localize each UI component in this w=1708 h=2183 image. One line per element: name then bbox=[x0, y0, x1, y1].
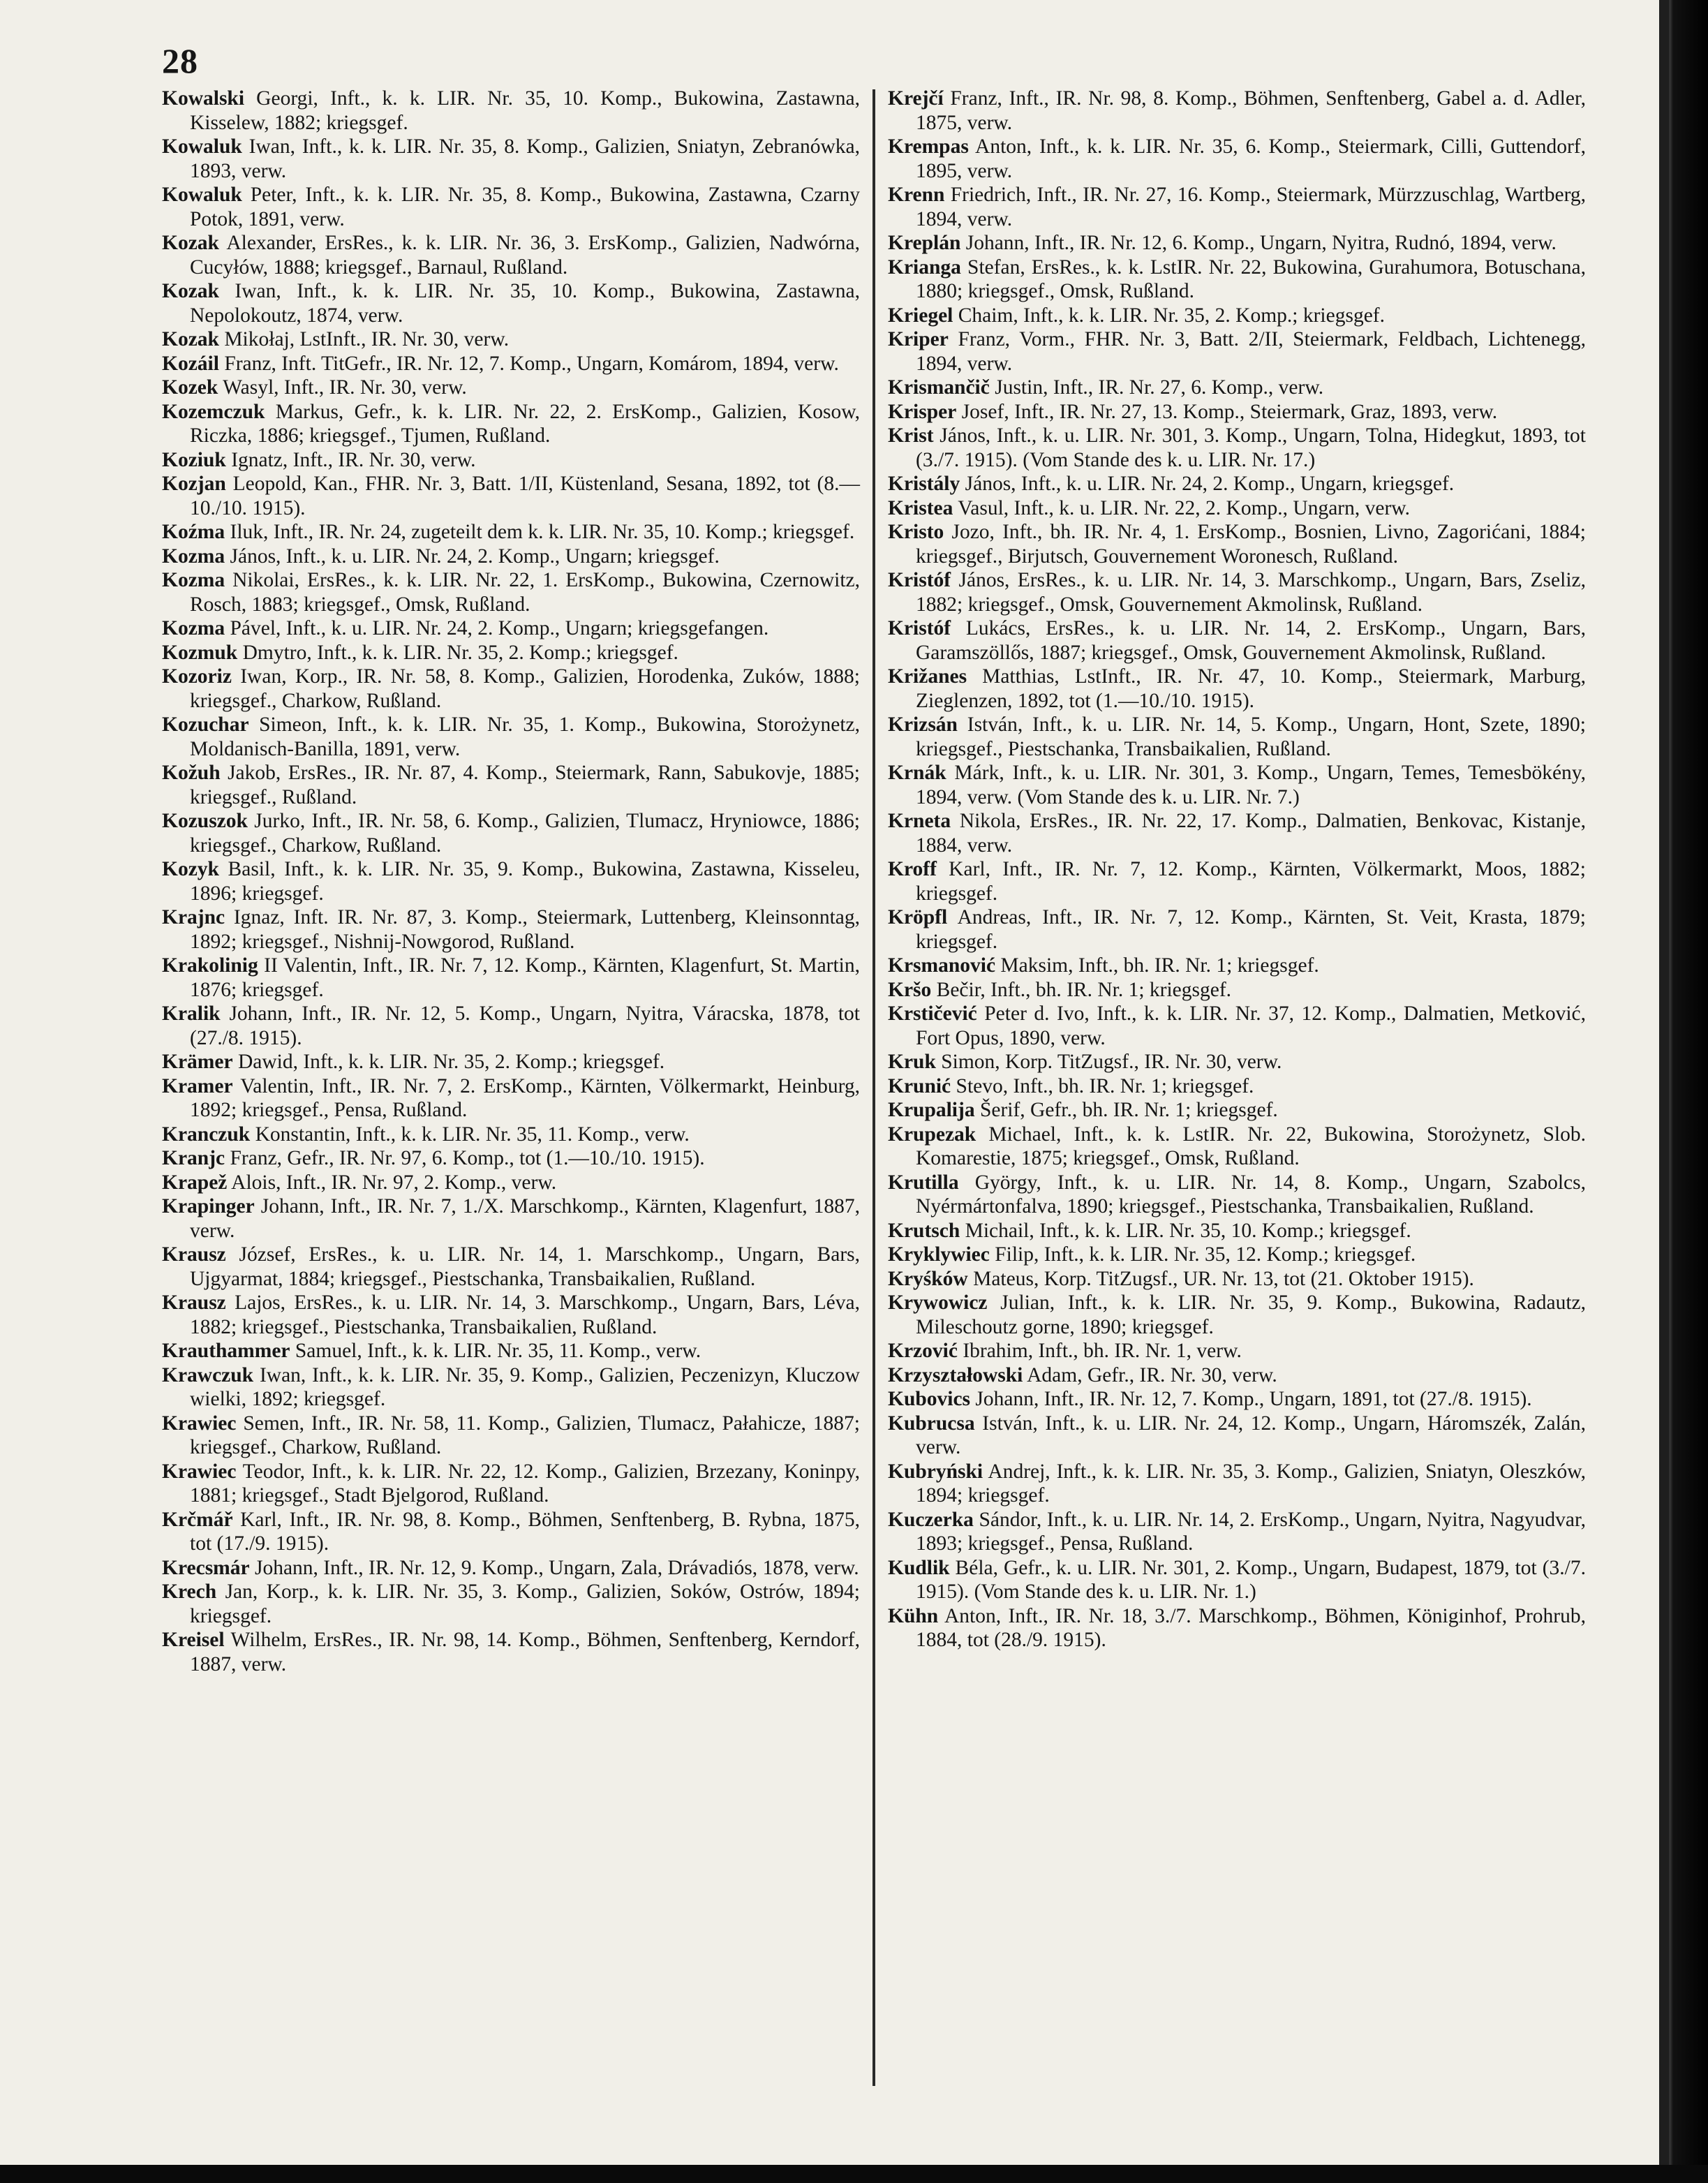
roster-entry bbox=[888, 1604, 1586, 1652]
entry-details: Bečir, Inft., bh. IR. Nr. 1; kriegsgef. bbox=[931, 978, 1232, 1001]
roster-entry bbox=[162, 1123, 860, 1147]
entry-details: Karl, Inft., IR. Nr. 98, 8. Komp., Böhmen, Senftenberg, B. Rybna, 1875, tot (17./9. 1915). bbox=[190, 1508, 860, 1555]
entry-surname: Krzović bbox=[888, 1340, 958, 1362]
entry-surname: Krzyształowski bbox=[888, 1363, 1023, 1386]
roster-entry bbox=[888, 1243, 1586, 1267]
roster-entry bbox=[888, 616, 1586, 665]
left-column bbox=[162, 87, 860, 1676]
roster-entry bbox=[888, 1508, 1586, 1556]
entry-details: Márk, Inft., k. u. LIR. Nr. 301, 3. Komp., Ungarn, Temes, Temesbökény, 1894, verw. (Vom Stande des k. u. LIR. Nr. 7.) bbox=[916, 762, 1586, 808]
entry-details: Lajos, ErsRes., k. u. LIR. Nr. 14, 3. Marschkomp., Ungarn, Bars, Léva, 1882; kriegsgef., Piestschanka, Transbaikalien, Rußland. bbox=[190, 1292, 860, 1338]
roster-entry bbox=[162, 1508, 860, 1556]
entry-surname: Kozuszok bbox=[162, 810, 248, 832]
roster-entry bbox=[162, 448, 860, 473]
entry-surname: Krausz bbox=[162, 1292, 226, 1314]
entry-surname: Kramer bbox=[162, 1074, 233, 1097]
entry-surname: Kowaluk bbox=[162, 184, 242, 206]
entry-surname: Krauthammer bbox=[162, 1340, 290, 1362]
entry-surname: Kowalski bbox=[162, 87, 245, 110]
roster-entry bbox=[162, 279, 860, 327]
entry-details: Georgi, Inft., k. k. LIR. Nr. 35, 10. Komp., Bukowina, Zastawna, Kisselew, 1882; kriegsgef. bbox=[190, 87, 860, 134]
entry-surname: Krakolinig bbox=[162, 954, 258, 977]
entry-details: Leopold, Kan., FHR. Nr. 3, Batt. 1/II, Küstenland, Sesana, 1892, tot (8.—10./10. 1915). bbox=[190, 473, 860, 519]
roster-entry bbox=[888, 424, 1586, 472]
roster-entry bbox=[888, 954, 1586, 978]
entry-surname: Kriegel bbox=[888, 304, 953, 327]
entry-details: János, Inft., k. u. LIR. Nr. 24, 2. Komp., Ungarn; kriegsgef. bbox=[225, 545, 720, 568]
entry-surname: Kubovics bbox=[888, 1388, 971, 1410]
entry-details: Anton, Inft., IR. Nr. 18, 3./7. Marschkomp., Böhmen, Königinhof, Prohrub, 1884, tot (28./9. 1915). bbox=[916, 1604, 1586, 1651]
entry-details: Jan, Korp., k. k. LIR. Nr. 35, 3. Komp., Galizien, Soków, Ostrów, 1894; kriegsgef. bbox=[190, 1581, 860, 1627]
roster-entry bbox=[888, 1123, 1586, 1171]
entry-details: János, Inft., k. u. LIR. Nr. 24, 2. Komp., Ungarn, kriegsgef. bbox=[960, 473, 1455, 495]
column-divider bbox=[872, 89, 875, 2086]
entry-details: Teodor, Inft., k. k. LIR. Nr. 22, 12. Komp., Galizien, Brzezany, Koninpy, 1881; kriegsgef., Stadt Bjelgorod, Rußland. bbox=[190, 1460, 860, 1507]
entry-surname: Kudlik bbox=[888, 1556, 950, 1579]
roster-entry bbox=[162, 1243, 860, 1291]
roster-entry bbox=[888, 496, 1586, 521]
roster-entry bbox=[888, 1363, 1586, 1388]
entry-details: Stefan, ErsRes., k. k. LstIR. Nr. 22, Bukowina, Gurahumora, Botuschana, 1880; kriegsgef., Omsk, Rußland. bbox=[916, 256, 1586, 302]
entry-surname: Kröpfl bbox=[888, 906, 948, 928]
roster-entry bbox=[888, 713, 1586, 761]
entry-surname: Kubryński bbox=[888, 1460, 983, 1483]
entry-surname: Kozma bbox=[162, 545, 225, 568]
roster-entry bbox=[162, 1628, 860, 1676]
roster-entry bbox=[888, 857, 1586, 905]
roster-entry bbox=[162, 352, 860, 376]
entry-details: Andrej, Inft., k. k. LIR. Nr. 35, 3. Komp., Galizien, Sniatyn, Oleszków, 1894; kriegsgef. bbox=[916, 1460, 1586, 1507]
entry-surname: Krech bbox=[162, 1581, 217, 1603]
roster-entry bbox=[162, 1363, 860, 1412]
scan-border-bottom bbox=[0, 2165, 1708, 2183]
roster-entry bbox=[162, 809, 860, 857]
entry-details: Šerif, Gefr., bh. IR. Nr. 1; kriegsgef. bbox=[974, 1099, 1278, 1121]
entry-details: Iwan, Inft., k. k. LIR. Nr. 35, 8. Komp., Galizien, Sniatyn, Zebranówka, 1893, verw. bbox=[190, 135, 860, 182]
entry-surname: Kristóf bbox=[888, 617, 951, 639]
entry-surname: Krämer bbox=[162, 1051, 233, 1073]
entry-surname: Krneta bbox=[888, 810, 951, 832]
entry-details: Michael, Inft., k. k. LstIR. Nr. 22, Bukowina, Storożynetz, Slob. Komarestie, 1875; kriegsgef., Omsk, Rußland. bbox=[916, 1123, 1586, 1169]
roster-entry bbox=[888, 400, 1586, 424]
entry-surname: Krisper bbox=[888, 400, 957, 423]
entry-details: Jakob, ErsRes., IR. Nr. 87, 4. Komp., Steiermark, Rann, Sabukovje, 1885; kriegsgef., Rußland. bbox=[190, 762, 860, 808]
roster-entry bbox=[888, 520, 1586, 568]
entry-surname: Kozuchar bbox=[162, 713, 249, 736]
roster-entry bbox=[888, 256, 1586, 304]
entry-surname: Krunić bbox=[888, 1074, 951, 1097]
entry-details: Ignaz, Inft. IR. Nr. 87, 3. Komp., Steiermark, Luttenberg, Kleinsonntag, 1892; kriegsgef., Nishnij-Nowgorod, Rußland. bbox=[190, 906, 860, 953]
entry-surname: Krenn bbox=[888, 184, 945, 206]
entry-details: Stevo, Inft., bh. IR. Nr. 1; kriegsgef. bbox=[951, 1074, 1254, 1097]
roster-entry bbox=[888, 1291, 1586, 1339]
entry-details: Alois, Inft., IR. Nr. 97, 2. Komp., verw. bbox=[227, 1171, 557, 1194]
roster-entry bbox=[888, 1219, 1586, 1243]
roster-entry bbox=[162, 665, 860, 713]
entry-details: Justin, Inft., IR. Nr. 27, 6. Komp., verw. bbox=[989, 376, 1324, 399]
entry-surname: Krapinger bbox=[162, 1195, 255, 1218]
entry-details: Mateus, Korp. TitZugsf., UR. Nr. 13, tot (21. Oktober 1915). bbox=[967, 1267, 1474, 1290]
entry-surname: Krajnc bbox=[162, 906, 225, 928]
roster-entry bbox=[888, 87, 1586, 135]
entry-surname: Kreisel bbox=[162, 1629, 225, 1651]
entry-surname: Kühn bbox=[888, 1604, 939, 1627]
entry-surname: Kozak bbox=[162, 280, 219, 302]
roster-entry bbox=[162, 954, 860, 1002]
roster-entry bbox=[162, 761, 860, 809]
entry-surname: Krejčí bbox=[888, 87, 944, 110]
entry-surname: Kroff bbox=[888, 858, 937, 880]
roster-entry bbox=[888, 1098, 1586, 1123]
entry-details: Jurko, Inft., IR. Nr. 58, 6. Komp., Galizien, Tlumacz, Hryniowce, 1886; kriegsgef., Charkow, Rußland. bbox=[190, 810, 860, 857]
roster-entry bbox=[888, 231, 1586, 256]
entry-details: Filip, Inft., k. k. LIR. Nr. 35, 12. Komp.; kriegsgef. bbox=[989, 1243, 1416, 1266]
roster-entry bbox=[162, 1339, 860, 1363]
roster-entry bbox=[888, 1412, 1586, 1460]
entry-surname: Krywowicz bbox=[888, 1292, 988, 1314]
entry-details: Julian, Inft., k. k. LIR. Nr. 35, 9. Komp., Bukowina, Radautz, Mileschoutz gorne, 1890; kriegsgef. bbox=[916, 1292, 1586, 1338]
entry-details: Markus, Gefr., k. k. LIR. Nr. 22, 2. ErsKomp., Galizien, Kosow, Riczka, 1886; kriegsgef., Tjumen, Rußland. bbox=[190, 400, 860, 447]
entry-details: Chaim, Inft., k. k. LIR. Nr. 35, 2. Komp.; kriegsgef. bbox=[953, 304, 1385, 327]
roster-entry bbox=[888, 1074, 1586, 1099]
entry-surname: Kralik bbox=[162, 1002, 221, 1025]
entry-surname: Kozmuk bbox=[162, 641, 238, 664]
entry-details: Matthias, LstInft., IR. Nr. 47, 10. Komp., Steiermark, Marburg, Zieglenzen, 1892, tot (1.—10./10. 1915). bbox=[916, 665, 1586, 712]
entry-surname: Kristóf bbox=[888, 569, 951, 591]
entry-surname: Krismančič bbox=[888, 376, 990, 399]
entry-details: Iwan, Korp., IR. Nr. 58, 8. Komp., Galizien, Horodenka, Zuków, 1888; kriegsgef., Charkow, Rußland. bbox=[190, 665, 860, 712]
entry-details: Peter, Inft., k. k. LIR. Nr. 35, 8. Komp., Bukowina, Zastawna, Czarny Potok, 1891, verw. bbox=[190, 184, 860, 230]
entry-surname: Krempas bbox=[888, 135, 969, 158]
entry-details: János, ErsRes., k. u. LIR. Nr. 14, 3. Marschkomp., Ungarn, Bars, Zseliz, 1882; kriegsgef., Omsk, Gouvernement Akmolinsk, Rußland. bbox=[916, 569, 1586, 616]
roster-entry bbox=[162, 376, 860, 400]
roster-entry bbox=[162, 1146, 860, 1171]
entry-surname: Kozyk bbox=[162, 858, 219, 880]
entry-details: Iwan, Inft., k. k. LIR. Nr. 35, 10. Komp., Bukowina, Zastawna, Nepolokoutz, 1874, verw. bbox=[190, 280, 860, 327]
entry-details: Andreas, Inft., IR. Nr. 7, 12. Komp., Kärnten, St. Veit, Krasta, 1879; kriegsgef. bbox=[916, 906, 1586, 953]
roster-entry bbox=[162, 545, 860, 569]
entry-details: Karl, Inft., IR. Nr. 7, 12. Komp., Kärnten, Völkermarkt, Moos, 1882; kriegsgef. bbox=[916, 858, 1586, 905]
entry-details: Ibrahim, Inft., bh. IR. Nr. 1, verw. bbox=[957, 1340, 1242, 1362]
roster-entry bbox=[162, 568, 860, 616]
entry-surname: Kozma bbox=[162, 617, 225, 639]
roster-entry bbox=[162, 1050, 860, 1074]
roster-entry bbox=[888, 472, 1586, 496]
entry-surname: Krutsch bbox=[888, 1219, 960, 1242]
roster-entry bbox=[888, 568, 1586, 616]
entry-surname: Krausz bbox=[162, 1243, 226, 1266]
entry-details: Friedrich, Inft., IR. Nr. 27, 16. Komp., Steiermark, Mürzzuschlag, Wartberg, 1894, verw. bbox=[916, 184, 1586, 230]
entry-surname: Kozjan bbox=[162, 473, 226, 495]
entry-details: Basil, Inft., k. k. LIR. Nr. 35, 9. Komp., Bukowina, Zastawna, Kisseleu, 1896; kriegsgef. bbox=[190, 858, 860, 905]
roster-entry bbox=[162, 1460, 860, 1508]
entry-surname: Kozak bbox=[162, 232, 219, 254]
roster-entry bbox=[162, 1074, 860, 1123]
entry-details: Johann, Inft., IR. Nr. 12, 5. Komp., Ungarn, Nyitra, Váracska, 1878, tot (27./8. 1915). bbox=[190, 1002, 860, 1049]
roster-entry bbox=[162, 857, 860, 905]
entry-surname: Krecsmár bbox=[162, 1556, 250, 1579]
scan-border-right bbox=[1659, 0, 1708, 2183]
entry-details: Franz, Inft., IR. Nr. 98, 8. Komp., Böhmen, Senftenberg, Gabel a. d. Adler, 1875, verw. bbox=[916, 87, 1586, 134]
entry-surname: Kristály bbox=[888, 473, 960, 495]
entry-surname: Kršo bbox=[888, 978, 932, 1001]
entry-surname: Kranczuk bbox=[162, 1123, 251, 1146]
entry-details: József, ErsRes., k. u. LIR. Nr. 14, 1. Marschkomp., Ungarn, Bars, Ujgyarmat, 1884; kriegsgef., Piestschanka, Transbaikalien, Rußland. bbox=[190, 1243, 860, 1290]
entry-details: Nikola, ErsRes., IR. Nr. 22, 17. Komp., Dalmatien, Benkovac, Kistanje, 1884, verw. bbox=[916, 810, 1586, 857]
entry-surname: Kuczerka bbox=[888, 1508, 974, 1531]
roster-entry bbox=[888, 1387, 1586, 1412]
roster-entry bbox=[888, 135, 1586, 183]
entry-details: Iwan, Inft., k. k. LIR. Nr. 35, 9. Komp., Galizien, Peczenizyn, Kluczow wielki, 1892; kriegsgef. bbox=[190, 1363, 860, 1410]
entry-details: Johann, Inft., IR. Nr. 7, 1./X. Marschkomp., Kärnten, Klagenfurt, 1887, verw. bbox=[190, 1195, 860, 1242]
entry-surname: Kryklywiec bbox=[888, 1243, 990, 1266]
entry-surname: Križanes bbox=[888, 665, 967, 688]
entry-details: Michail, Inft., k. k. LIR. Nr. 35, 10. Komp.; kriegsgef. bbox=[960, 1219, 1411, 1242]
entry-surname: Krstičević bbox=[888, 1002, 977, 1025]
roster-entry bbox=[162, 1412, 860, 1460]
entry-details: Johann, Inft., IR. Nr. 12, 9. Komp., Ungarn, Zala, Drávadiós, 1878, verw. bbox=[249, 1556, 859, 1579]
entry-surname: Kozma bbox=[162, 569, 225, 591]
entry-details: Vasul, Inft., k. u. LIR. Nr. 22, 2. Komp., Ungarn, verw. bbox=[953, 496, 1411, 519]
entry-details: Maksim, Inft., bh. IR. Nr. 1; kriegsgef. bbox=[995, 954, 1319, 977]
entry-details: Peter d. Ivo, Inft., k. k. LIR. Nr. 37, 12. Komp., Dalmatien, Metković, Fort Opus, 1890, verw. bbox=[916, 1002, 1586, 1049]
entry-details: Johann, Inft., IR. Nr. 12, 6. Komp., Ungarn, Nyitra, Rudnó, 1894, verw. bbox=[960, 232, 1557, 254]
entry-surname: Krsmanović bbox=[888, 954, 996, 977]
entry-details: Semen, Inft., IR. Nr. 58, 11. Komp., Galizien, Tlumacz, Pałahicze, 1887; kriegsgef., Charkow, Rußland. bbox=[190, 1412, 860, 1458]
entry-details: II Valentin, Inft., IR. Nr. 7, 12. Komp., Kärnten, Klagenfurt, St. Martin, 1876; kriegsgef. bbox=[190, 954, 860, 1001]
entry-surname: Krist bbox=[888, 424, 934, 447]
roster-entry bbox=[162, 183, 860, 231]
entry-surname: Krianga bbox=[888, 256, 961, 279]
entry-surname: Kristo bbox=[888, 521, 944, 543]
roster-entry bbox=[888, 1171, 1586, 1219]
entry-surname: Koźma bbox=[162, 521, 225, 543]
roster-entry bbox=[888, 905, 1586, 954]
roster-entry bbox=[162, 472, 860, 520]
entry-surname: Krupezak bbox=[888, 1123, 976, 1146]
entry-details: Franz, Inft. TitGefr., IR. Nr. 12, 7. Komp., Ungarn, Komárom, 1894, verw. bbox=[218, 352, 839, 375]
entry-details: György, Inft., k. u. LIR. Nr. 14, 8. Komp., Ungarn, Szabolcs, Nyérmártonfalva, 1890; kriegsgef., Piestschanka, Transbaikalien, Rußland. bbox=[916, 1171, 1586, 1218]
roster-entry bbox=[888, 1556, 1586, 1604]
entry-details: Alexander, ErsRes., k. k. LIR. Nr. 36, 3. ErsKomp., Galizien, Nadwórna, Cucyłów, 1888; kriegsgef., Barnaul, Rußland. bbox=[190, 232, 860, 279]
entry-details: Jozo, Inft., bh. IR. Nr. 4, 1. ErsKomp., Bosnien, Livno, Zagorićani, 1884; kriegsgef., Birjutsch, Gouvernement Woronesch, Rußland. bbox=[916, 521, 1586, 568]
entry-details: Josef, Inft., IR. Nr. 27, 13. Komp., Steiermark, Graz, 1893, verw. bbox=[956, 400, 1498, 423]
entry-details: Franz, Vorm., FHR. Nr. 3, Batt. 2/II, Steiermark, Feldbach, Lichtenegg, 1894, verw. bbox=[916, 328, 1586, 375]
roster-entry bbox=[162, 1556, 860, 1581]
page-number: 28 bbox=[162, 41, 198, 80]
right-column bbox=[888, 87, 1586, 1652]
entry-details: Iluk, Inft., IR. Nr. 24, zugeteilt dem k. k. LIR. Nr. 35, 10. Komp.; kriegsgef. bbox=[225, 521, 855, 543]
roster-entry bbox=[162, 905, 860, 954]
entry-details: Johann, Inft., IR. Nr. 12, 7. Komp., Ungarn, 1891, tot (27./8. 1915). bbox=[970, 1388, 1532, 1410]
entry-details: Wasyl, Inft., IR. Nr. 30, verw. bbox=[218, 376, 467, 399]
roster-entry bbox=[162, 616, 860, 641]
entry-details: Franz, Gefr., IR. Nr. 97, 6. Komp., tot (1.—10./10. 1915). bbox=[225, 1147, 705, 1169]
entry-details: Dawid, Inft., k. k. LIR. Nr. 35, 2. Komp.; kriegsgef. bbox=[232, 1051, 665, 1073]
entry-surname: Kryśków bbox=[888, 1267, 968, 1290]
entry-surname: Krapež bbox=[162, 1171, 228, 1194]
roster-entry bbox=[162, 87, 860, 135]
entry-details: Dmytro, Inft., k. k. LIR. Nr. 35, 2. Komp.; kriegsgef. bbox=[237, 641, 678, 664]
entry-details: Lukács, ErsRes., k. u. LIR. Nr. 14, 2. ErsKomp., Ungarn, Bars, Garamszöllős, 1887; kriegsgef., Omsk, Gouvernement Akmolinsk, Rußland. bbox=[916, 617, 1586, 664]
entry-surname: Krutilla bbox=[888, 1171, 959, 1194]
entry-details: Samuel, Inft., k. k. LIR. Nr. 35, 11. Komp., verw. bbox=[290, 1340, 701, 1362]
roster-entry bbox=[162, 1580, 860, 1628]
entry-surname: Kozáil bbox=[162, 352, 219, 375]
entry-surname: Kožuh bbox=[162, 762, 221, 784]
entry-details: Anton, Inft., k. k. LIR. Nr. 35, 6. Komp., Steiermark, Cilli, Guttendorf, 1895, verw. bbox=[916, 135, 1586, 182]
roster-entry bbox=[888, 376, 1586, 400]
roster-entry bbox=[162, 1171, 860, 1195]
entry-details: Valentin, Inft., IR. Nr. 7, 2. ErsKomp., Kärnten, Völkermarkt, Heinburg, 1892; kriegsgef., Pensa, Rußland. bbox=[190, 1074, 860, 1121]
entry-details: János, Inft., k. u. LIR. Nr. 301, 3. Komp., Ungarn, Tolna, Hidegkut, 1893, tot (3./7. 1915). (Vom Stande des k. u. LIR. Nr. 17.) bbox=[916, 424, 1586, 471]
entry-surname: Kruk bbox=[888, 1051, 936, 1073]
roster-entry bbox=[162, 1291, 860, 1339]
entry-details: Adam, Gefr., IR. Nr. 30, verw. bbox=[1023, 1363, 1277, 1386]
entry-details: Wilhelm, ErsRes., IR. Nr. 98, 14. Komp., Böhmen, Senftenberg, Kerndorf, 1887, verw. bbox=[190, 1629, 860, 1675]
entry-details: Nikolai, ErsRes., k. k. LIR. Nr. 22, 1. ErsKomp., Bukowina, Czernowitz, Rosch, 1883; kriegsgef., Omsk, Rußland. bbox=[190, 569, 860, 616]
entry-surname: Krawiec bbox=[162, 1460, 237, 1483]
roster-entry bbox=[888, 1339, 1586, 1363]
roster-entry bbox=[888, 327, 1586, 376]
entry-surname: Krnák bbox=[888, 762, 946, 784]
entry-details: Konstantin, Inft., k. k. LIR. Nr. 35, 11. Komp., verw. bbox=[250, 1123, 690, 1146]
roster-entry bbox=[888, 761, 1586, 809]
entry-surname: Kozoriz bbox=[162, 665, 232, 688]
entry-surname: Koziuk bbox=[162, 448, 226, 471]
entry-surname: Kozak bbox=[162, 328, 219, 350]
entry-surname: Kristea bbox=[888, 496, 953, 519]
entry-surname: Kozek bbox=[162, 376, 218, 399]
roster-entry bbox=[162, 135, 860, 183]
entry-details: Pável, Inft., k. u. LIR. Nr. 24, 2. Komp., Ungarn; kriegsgefangen. bbox=[225, 617, 769, 639]
entry-surname: Kriper bbox=[888, 328, 949, 350]
roster-entry bbox=[888, 304, 1586, 328]
roster-entry bbox=[888, 1460, 1586, 1508]
roster-entry bbox=[888, 1050, 1586, 1074]
roster-entry bbox=[888, 978, 1586, 1002]
roster-entry bbox=[888, 809, 1586, 857]
entry-details: Mikołaj, LstInft., IR. Nr. 30, verw. bbox=[218, 328, 510, 350]
roster-entry bbox=[162, 641, 860, 665]
entry-surname: Krupalija bbox=[888, 1099, 975, 1121]
entry-surname: Kranjc bbox=[162, 1147, 225, 1169]
roster-entry bbox=[162, 231, 860, 279]
roster-entry bbox=[888, 183, 1586, 231]
entry-surname: Kubrucsa bbox=[888, 1412, 975, 1435]
entry-details: Simeon, Inft., k. k. LIR. Nr. 35, 1. Komp., Bukowina, Storożynetz, Moldanisch-Banilla, 1891, verw. bbox=[190, 713, 860, 760]
roster-entry bbox=[888, 1267, 1586, 1292]
roster-entry bbox=[162, 1194, 860, 1243]
entry-details: Ignatz, Inft., IR. Nr. 30, verw. bbox=[225, 448, 476, 471]
roster-entry bbox=[162, 1002, 860, 1050]
entry-details: Béla, Gefr., k. u. LIR. Nr. 301, 2. Komp., Ungarn, Budapest, 1879, tot (3./7. 1915). (Vom Stande des k. u. LIR. Nr. 1.) bbox=[916, 1556, 1586, 1603]
entry-details: Simon, Korp. TitZugsf., IR. Nr. 30, verw. bbox=[935, 1051, 1282, 1073]
roster-entry bbox=[162, 520, 860, 545]
entry-details: Sándor, Inft., k. u. LIR. Nr. 14, 2. ErsKomp., Ungarn, Nyitra, Nagyudvar, 1893; kriegsgef., Pensa, Rußland. bbox=[916, 1508, 1586, 1555]
roster-entry bbox=[162, 327, 860, 352]
roster-entry bbox=[888, 665, 1586, 713]
entry-surname: Kowaluk bbox=[162, 135, 242, 158]
entry-surname: Krizsán bbox=[888, 713, 958, 736]
entry-surname: Krčmář bbox=[162, 1508, 233, 1531]
roster-entry bbox=[888, 1002, 1586, 1050]
entry-surname: Kreplán bbox=[888, 232, 961, 254]
entry-surname: Kozemczuk bbox=[162, 400, 265, 423]
roster-entry bbox=[162, 400, 860, 448]
entry-surname: Krawczuk bbox=[162, 1363, 254, 1386]
entry-surname: Krawiec bbox=[162, 1412, 237, 1435]
roster-entry bbox=[162, 713, 860, 761]
entry-details: István, Inft., k. u. LIR. Nr. 14, 5. Komp., Ungarn, Hont, Szete, 1890; kriegsgef., Piestschanka, Transbaikalien, Rußland. bbox=[916, 713, 1586, 760]
entry-details: István, Inft., k. u. LIR. Nr. 24, 12. Komp., Ungarn, Háromszék, Zalán, verw. bbox=[916, 1412, 1586, 1458]
